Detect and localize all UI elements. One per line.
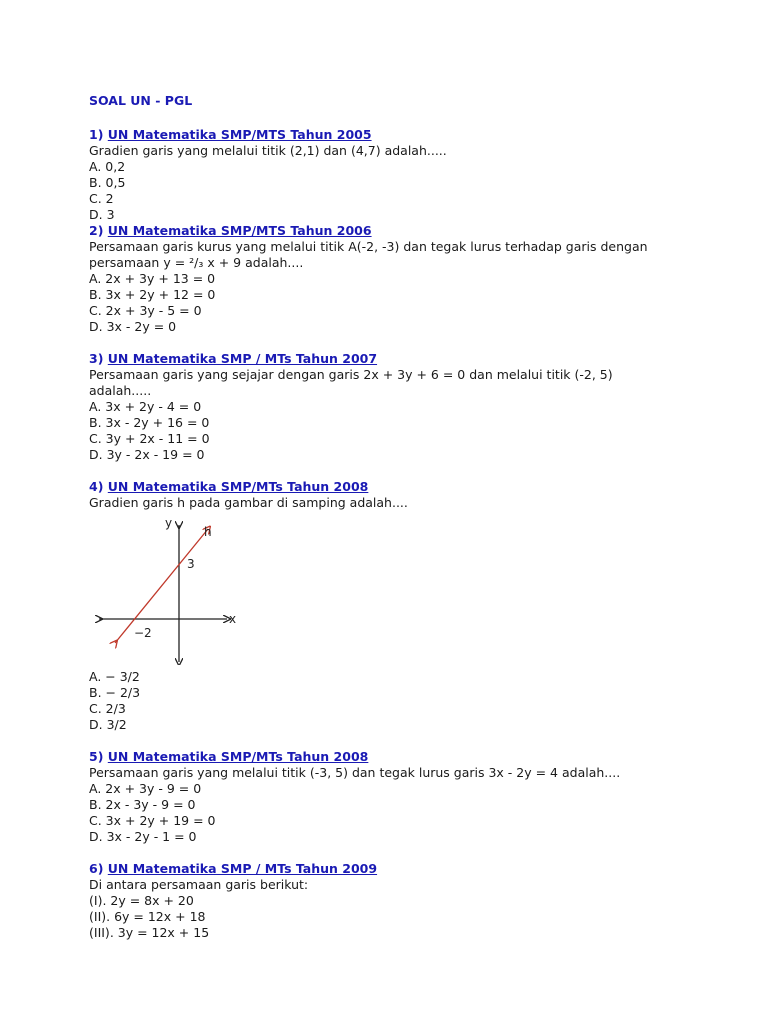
question-heading (89, 749, 729, 765)
question-heading (89, 351, 729, 367)
question-stem: Gradien garis yang melalui titik (2,1) dan (4,7) adalah..... (89, 143, 447, 158)
question-3 (89, 351, 729, 463)
question-stem: Persamaan garis kurus yang melalui titik A(-2, -3) dan tegak lurus terhadap garis dengan (89, 239, 648, 254)
question-heading (89, 127, 729, 143)
option-a: A. 3x + 2y - 4 = 0 (89, 399, 202, 414)
question-source-link[interactable]: UN Matematika SMP/MTs Tahun 2008 (107, 749, 369, 764)
y-intercept-label: 3 (187, 557, 195, 571)
question-source-link[interactable]: UN Matematika SMP/MTS Tahun 2006 (107, 223, 372, 238)
option-c: C. 3y + 2x - 11 = 0 (89, 431, 210, 446)
option-c: C. 2/3 (89, 701, 126, 716)
question-stem: adalah..... (89, 383, 152, 398)
spacer (89, 733, 729, 749)
y-axis-label: y (165, 516, 173, 530)
option-a: A. 2x + 3y - 9 = 0 (89, 781, 202, 796)
option-d: D. 3 (89, 207, 115, 222)
option-d: D. 3x - 2y - 1 = 0 (89, 829, 197, 844)
option-a: A. − 3/2 (89, 669, 140, 684)
option-c: C. 3x + 2y + 19 = 0 (89, 813, 216, 828)
line-h (115, 529, 208, 643)
x-intercept-label: −2 (134, 626, 152, 640)
option-b: B. 2x - 3y - 9 = 0 (89, 797, 196, 812)
option-d: D. 3/2 (89, 717, 127, 732)
question-4 (89, 479, 729, 733)
question-heading (89, 223, 729, 239)
line-h-label: h (204, 525, 212, 539)
question-stem: Persamaan garis yang melalui titik (-3, 5) dan tegak lurus garis 3x - 2y = 4 adalah.... (89, 765, 621, 780)
line-graph (89, 515, 259, 665)
question-number: 6) (89, 861, 104, 876)
question-number: 5) (89, 749, 104, 764)
question-source-link[interactable]: UN Matematika SMP / MTs Tahun 2009 (107, 861, 378, 876)
statement-i: (I). 2y = 8x + 20 (89, 893, 194, 908)
question-number: 3) (89, 351, 104, 366)
question-source-link[interactable]: UN Matematika SMP/MTs Tahun 2008 (107, 479, 369, 494)
x-axis-label: x (229, 612, 237, 626)
question-number: 4) (89, 479, 104, 494)
option-d: D. 3y - 2x - 19 = 0 (89, 447, 205, 462)
question-source-link[interactable]: UN Matematika SMP/MTS Tahun 2005 (107, 127, 372, 142)
option-b: B. 0,5 (89, 175, 126, 190)
spacer (89, 463, 729, 479)
graph-figure (89, 515, 259, 665)
spacer (89, 335, 729, 351)
document-body (89, 93, 729, 941)
option-c: C. 2 (89, 191, 114, 206)
option-a: A. 2x + 3y + 13 = 0 (89, 271, 216, 286)
question-number: 2) (89, 223, 104, 238)
option-b: B. − 2/3 (89, 685, 141, 700)
question-source-link[interactable]: UN Matematika SMP / MTs Tahun 2007 (107, 351, 378, 366)
question-number: 1) (89, 127, 104, 142)
option-a: A. 0,2 (89, 159, 126, 174)
option-d: D. 3x - 2y = 0 (89, 319, 177, 334)
question-6 (89, 861, 729, 941)
question-1 (89, 127, 729, 223)
option-b: B. 3x - 2y + 16 = 0 (89, 415, 210, 430)
statement-ii: (II). 6y = 12x + 18 (89, 909, 206, 924)
question-heading (89, 479, 729, 495)
question-stem: persamaan y = ²/₃ x + 9 adalah.... (89, 255, 304, 270)
option-b: B. 3x + 2y + 12 = 0 (89, 287, 216, 302)
question-stem: Gradien garis h pada gambar di samping adalah.... (89, 495, 408, 510)
question-5 (89, 749, 729, 845)
question-stem: Persamaan garis yang sejajar dengan garis 2x + 3y + 6 = 0 dan melalui titik (-2, 5) (89, 367, 613, 382)
statement-iii: (III). 3y = 12x + 15 (89, 925, 210, 940)
question-heading (89, 861, 729, 877)
document-title: SOAL UN - PGL (89, 93, 193, 108)
question-stem: Di antara persamaan garis berikut: (89, 877, 309, 892)
option-c: C. 2x + 3y - 5 = 0 (89, 303, 202, 318)
question-2 (89, 223, 729, 335)
spacer (89, 845, 729, 861)
